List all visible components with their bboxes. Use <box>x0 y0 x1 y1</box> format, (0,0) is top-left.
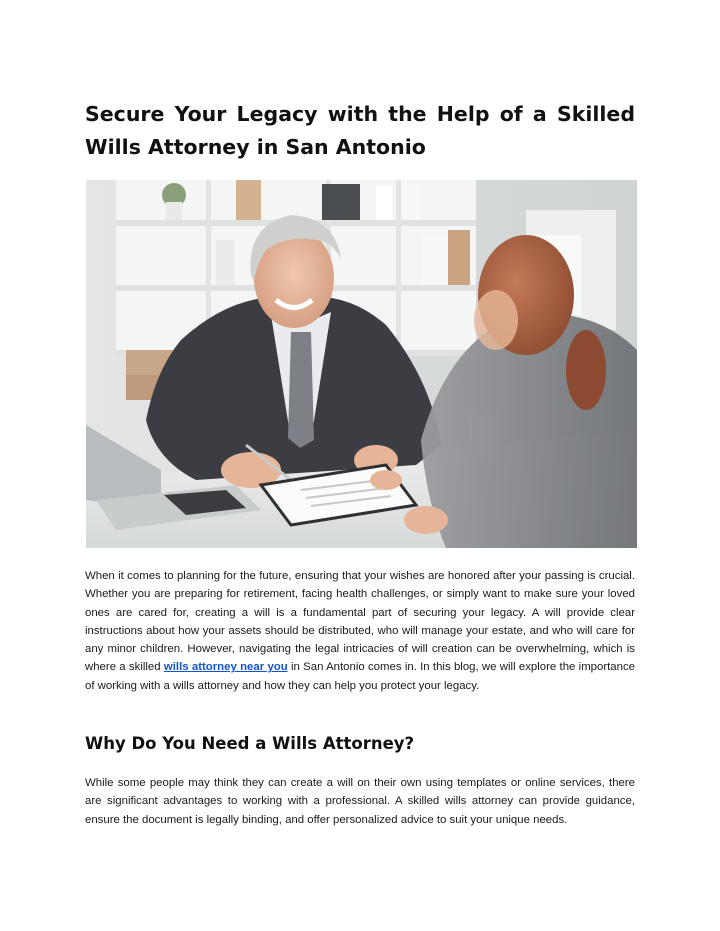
intro-text-after-link: in San Antonio comes in. In this blog, we will explore the importance of working with a wills attorney and how they can help you protect your legacy. <box>85 661 636 692</box>
intro-paragraph <box>85 567 635 695</box>
wills-attorney-link[interactable]: wills attorney near you <box>163 661 288 674</box>
article-hero-image <box>86 180 637 548</box>
section-heading: Why Do You Need a Wills Attorney? <box>85 734 415 753</box>
article-title: Secure Your Legacy with the Help of a Skilled Wills Attorney in San Antonio <box>85 102 635 159</box>
intro-text-before-link: When it comes to planning for the future, ensuring that your wishes are honored after your passing is crucial. Whether you are preparing for retirement, facing health challenges, or simply want to make sure your loved ones are cared for, creating a will is a fundamental part of securing your legacy. A will provide clear instructions about how your assets should be distributed, who will manage your estate, and who will care for any minor children. However, navigating the legal intricacies of will creation can be overwhelming, which is where a skilled <box>85 570 635 674</box>
section-paragraph: While some people may think they can create a will on their own using templates or online services, there are significant advantages to working with a professional. A skilled wills attorney can provide guidance, ensure the document is legally binding, and offer personalized advice to suit your unique needs. <box>85 777 635 826</box>
